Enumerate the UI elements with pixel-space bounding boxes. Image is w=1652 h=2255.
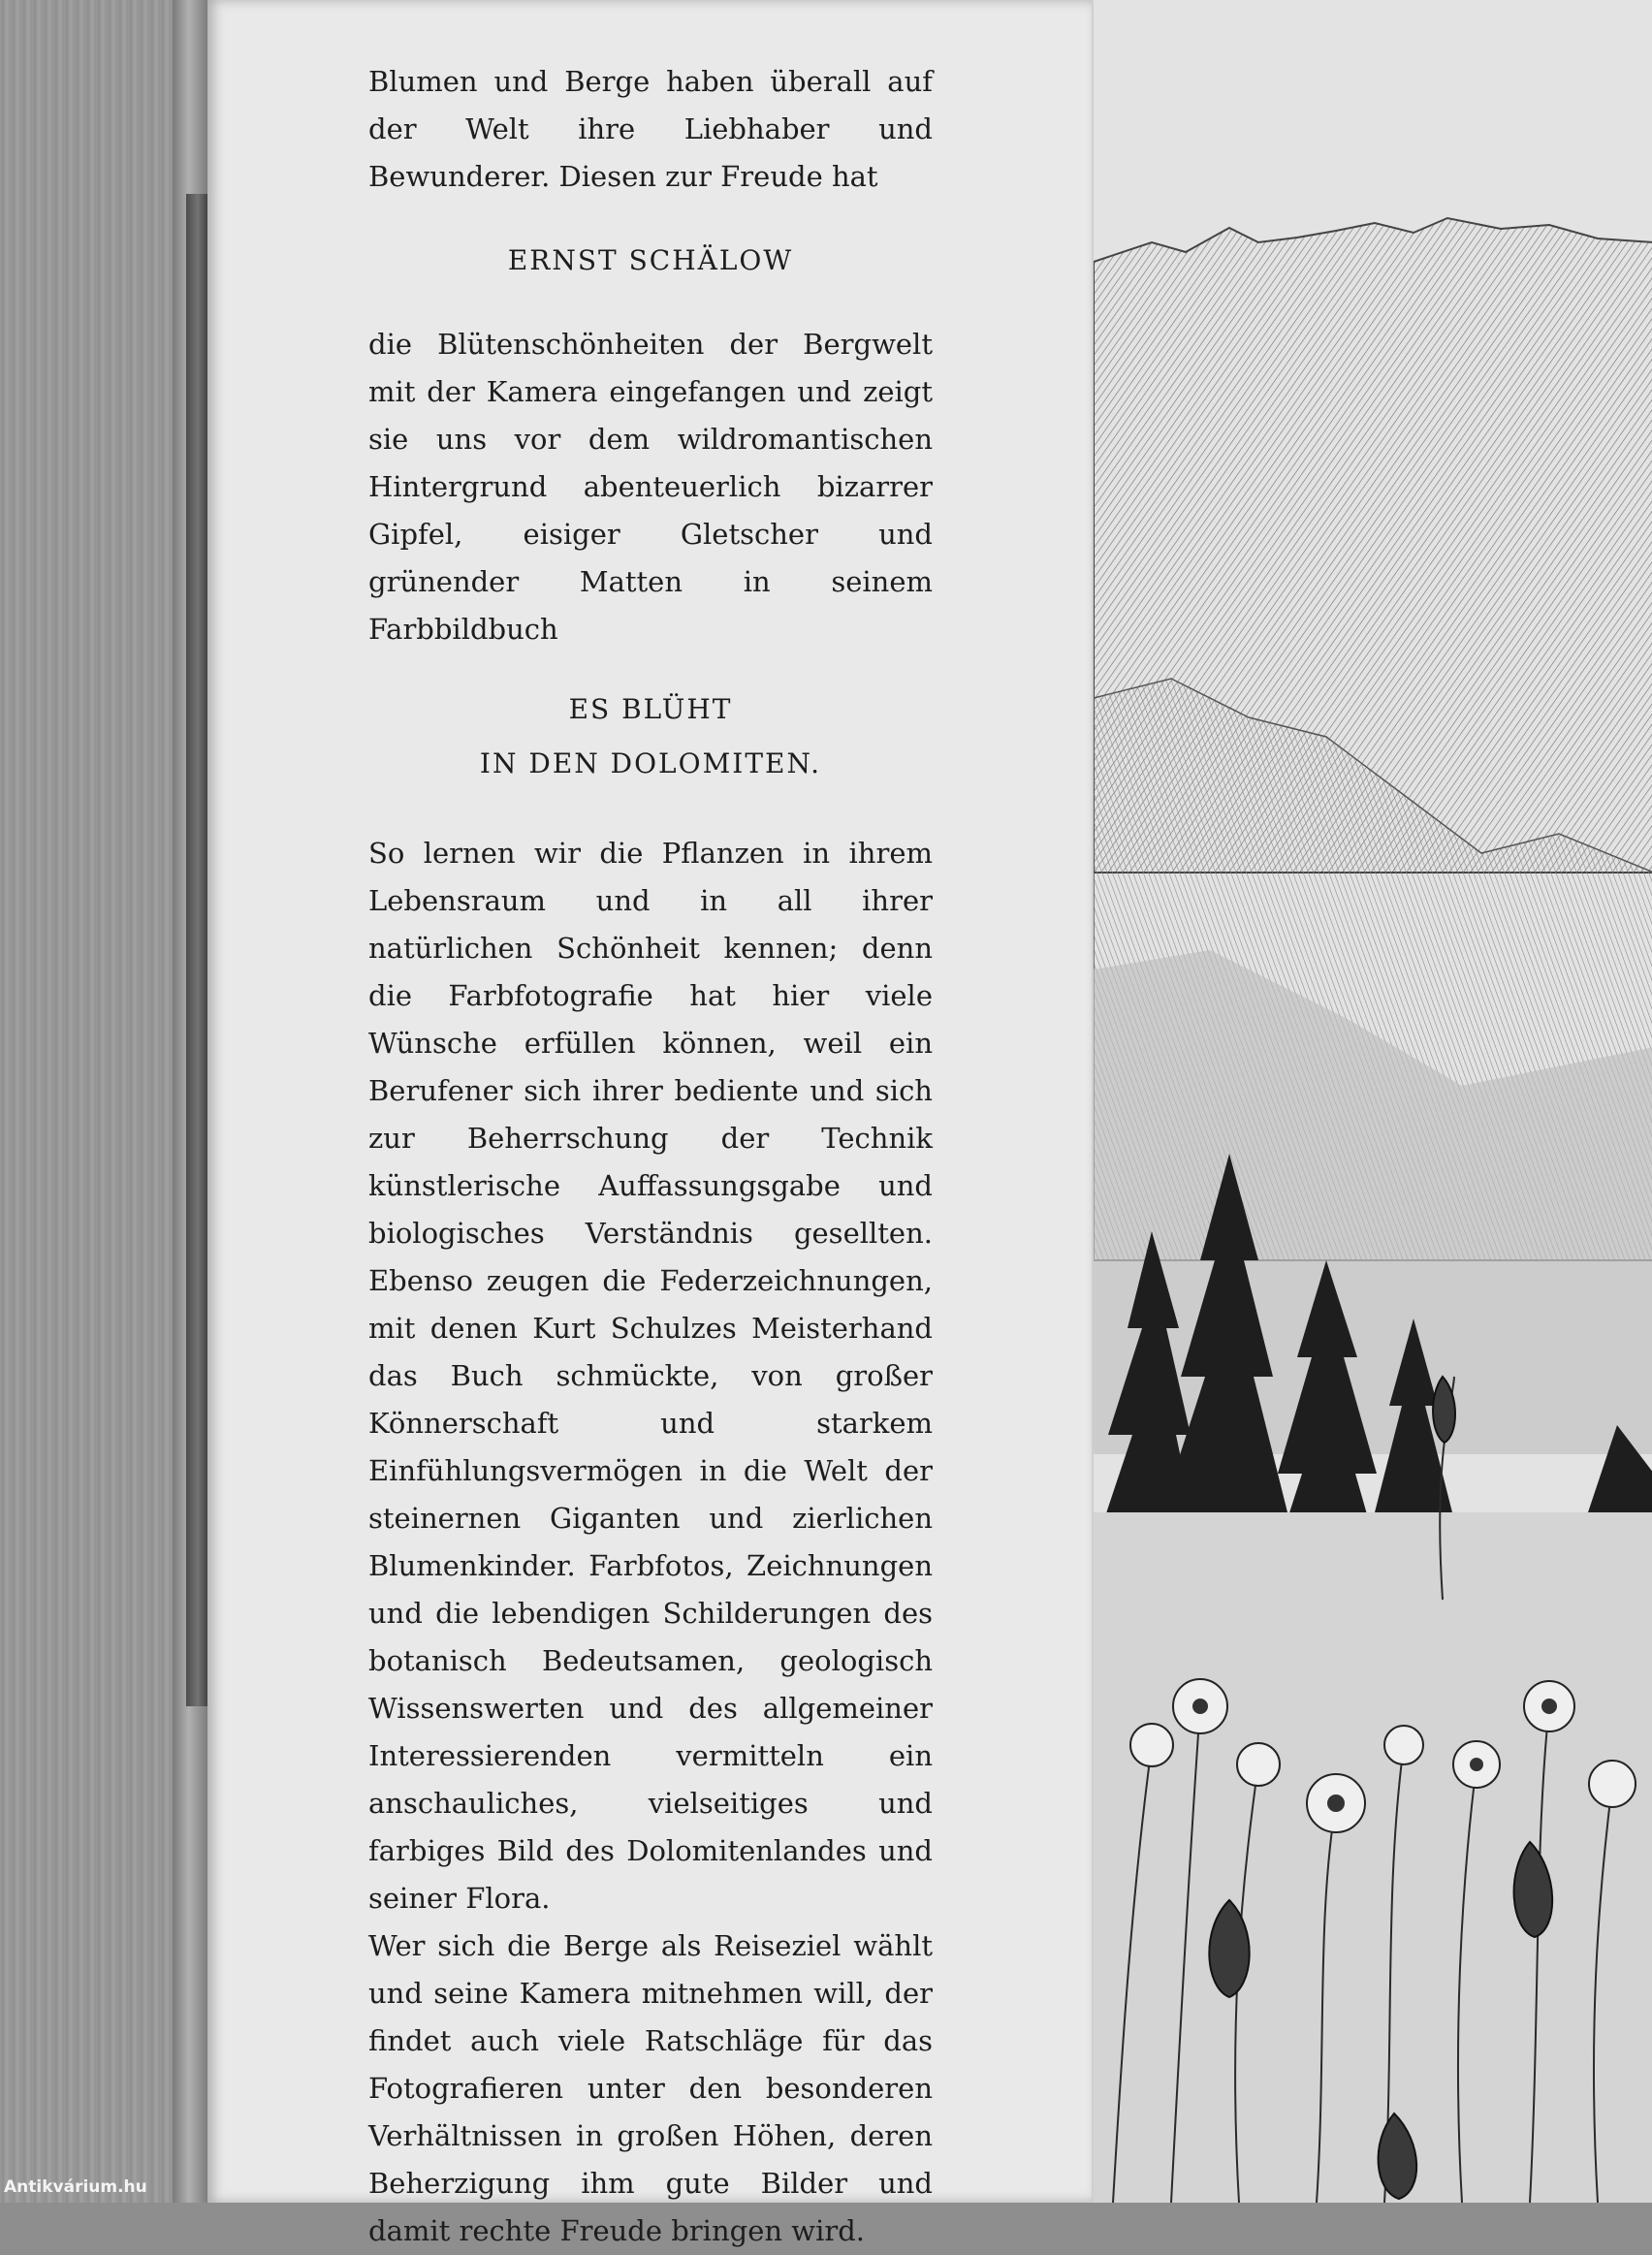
flap-text-column: [368, 58, 933, 2255]
intro-paragraph: Blumen und Berge haben überall auf der Welt ihre Liebhaber und Bewunderer. Diesen zur Freude hat: [368, 65, 933, 193]
author-name: ERNST SCHÄLOW: [507, 244, 794, 276]
book-title-line-1: ES BLÜHT: [568, 693, 733, 725]
mountain-illustration: [1092, 0, 1652, 2203]
spine-band: [186, 194, 209, 1706]
closing-paragraph: Wer sich die Berge als Reiseziel wählt und seine Kamera mitnehmen will, der findet auch viele Ratschläge für das Fotografieren unter den besonderen Verhältnissen in großen Höhen, deren Beherzigung ihm gute Bilder und damit rechte Freude bringen wird.: [368, 1929, 933, 2247]
watermark-text: Antikvárium.hu: [4, 2177, 147, 2197]
pen-drawing-mountains-flowers: [1094, 0, 1652, 2203]
book-cover-board: [0, 0, 194, 2203]
book-title: [368, 683, 933, 791]
book-title-line-2: IN DEN DOLOMITEN.: [479, 747, 822, 779]
body-paragraph: So lernen wir die Pflanzen in ihrem Lebensraum und in all ihrer natürlichen Schönheit kennen; denn die Farbfotografie hat hier viele Wünsche erfüllen können, weil ein Berufener sich ihrer bediente und sich zur Beherrschung der Technik künstlerische Auffassungsgabe und biologisches Verständnis gesellten. Ebenso zeugen die Federzeichnungen, mit denen Kurt Schulzes Meisterhand das Buch schmückte, von großer Könnerschaft und starkem Einfühlungsvermögen in die Welt der steinernen Giganten und zierlichen Blumenkinder. Farbfotos, Zeichnungen und die lebendigen Schilderungen des botanisch Bedeutsamen, geologisch Wissenswerten und des allgemeiner Interessierenden vermitteln ein anschauliches, vielseitiges und farbiges Bild des Dolomitenlandes und seiner Flora.: [368, 837, 933, 1915]
middle-paragraph: die Blütenschönheiten der Bergwelt mit der Kamera eingefangen und zeigt sie uns vor dem wildromantischen Hintergrund abenteuerlich bizarrer Gipfel, eisiger Gletscher und grünender Matten in seinem Farbbildbuch: [368, 328, 933, 646]
